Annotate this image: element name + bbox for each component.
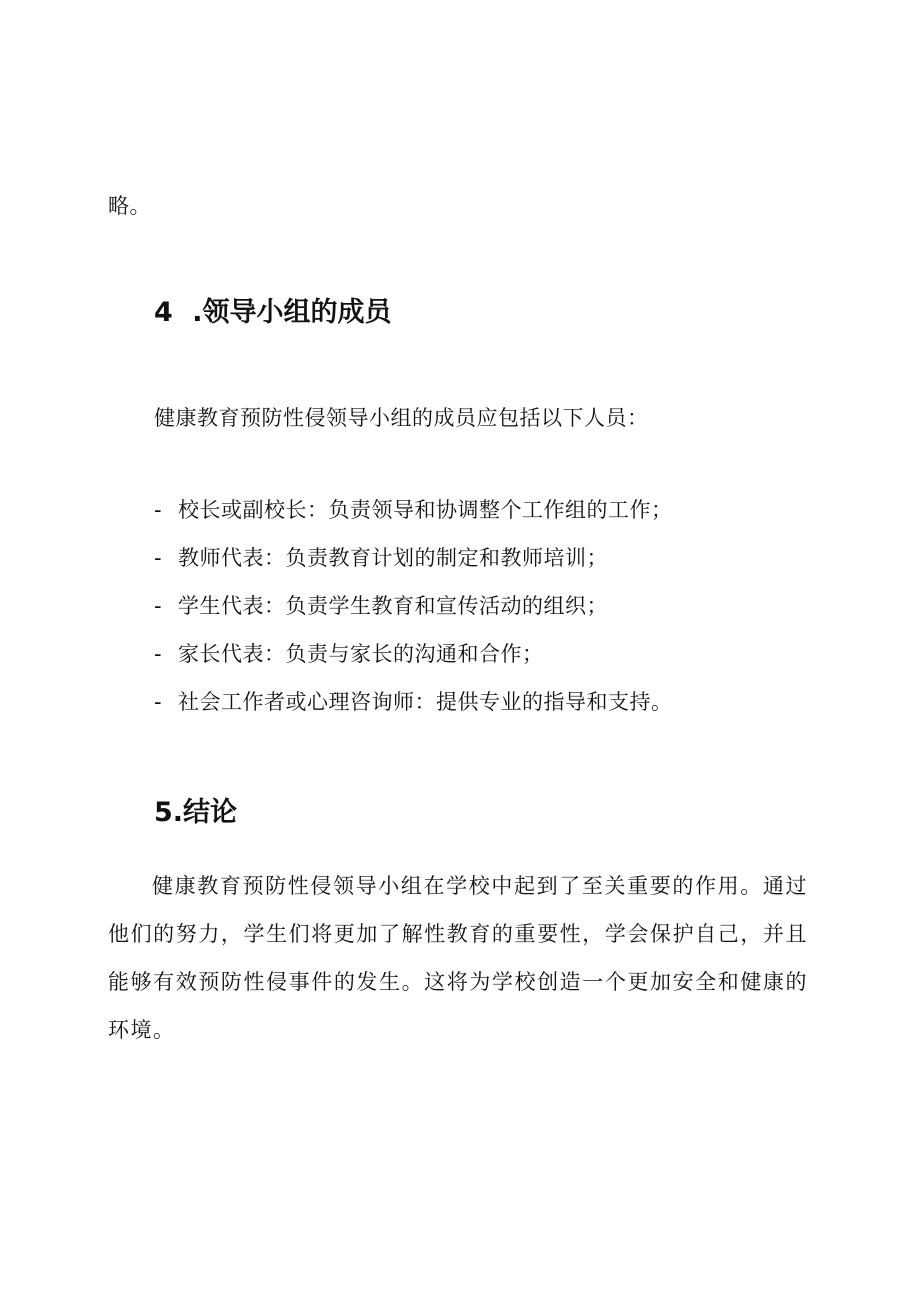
section-4-number: 4 — [154, 297, 173, 328]
list-item — [154, 496, 673, 524]
list-bullet: - — [154, 690, 163, 714]
list-bullet: - — [154, 594, 163, 618]
continuation-text: 略。 — [108, 194, 151, 218]
section-5-heading: 5.结论 — [154, 797, 238, 828]
list-item — [154, 640, 544, 668]
list-bullet: - — [154, 642, 163, 666]
list-item — [154, 544, 608, 572]
list-item-text: 社会工作者或心理咨询师：提供专业的指导和支持。 — [178, 690, 673, 714]
list-item-text: 家长代表：负责与家长的沟通和合作； — [178, 642, 544, 666]
list-item-text: 学生代表：负责学生教育和宣传活动的组织； — [178, 594, 608, 618]
section-4-intro: 健康教育预防性侵领导小组的成员应包括以下人员： — [154, 406, 649, 430]
list-bullet: - — [154, 498, 163, 522]
list-item-text: 校长或副校长：负责领导和协调整个工作组的工作； — [178, 498, 673, 522]
list-item-text: 教师代表：负责教育计划的制定和教师培训； — [178, 546, 608, 570]
section-4-title: .领导小组的成员 — [192, 297, 392, 328]
list-item — [154, 592, 608, 620]
section-5-paragraph: 健康教育预防性侵领导小组在学校中起到了至关重要的作用。通过他们的努力，学生们将更加了解性教育的重要性，学会保护自己，并且能够有效预防性侵事件的发生。这将为学校创造一个更加安全和健康的环境。 — [108, 874, 808, 1042]
section-4-heading — [154, 296, 391, 330]
list-bullet: - — [154, 546, 163, 570]
list-item — [154, 688, 673, 716]
